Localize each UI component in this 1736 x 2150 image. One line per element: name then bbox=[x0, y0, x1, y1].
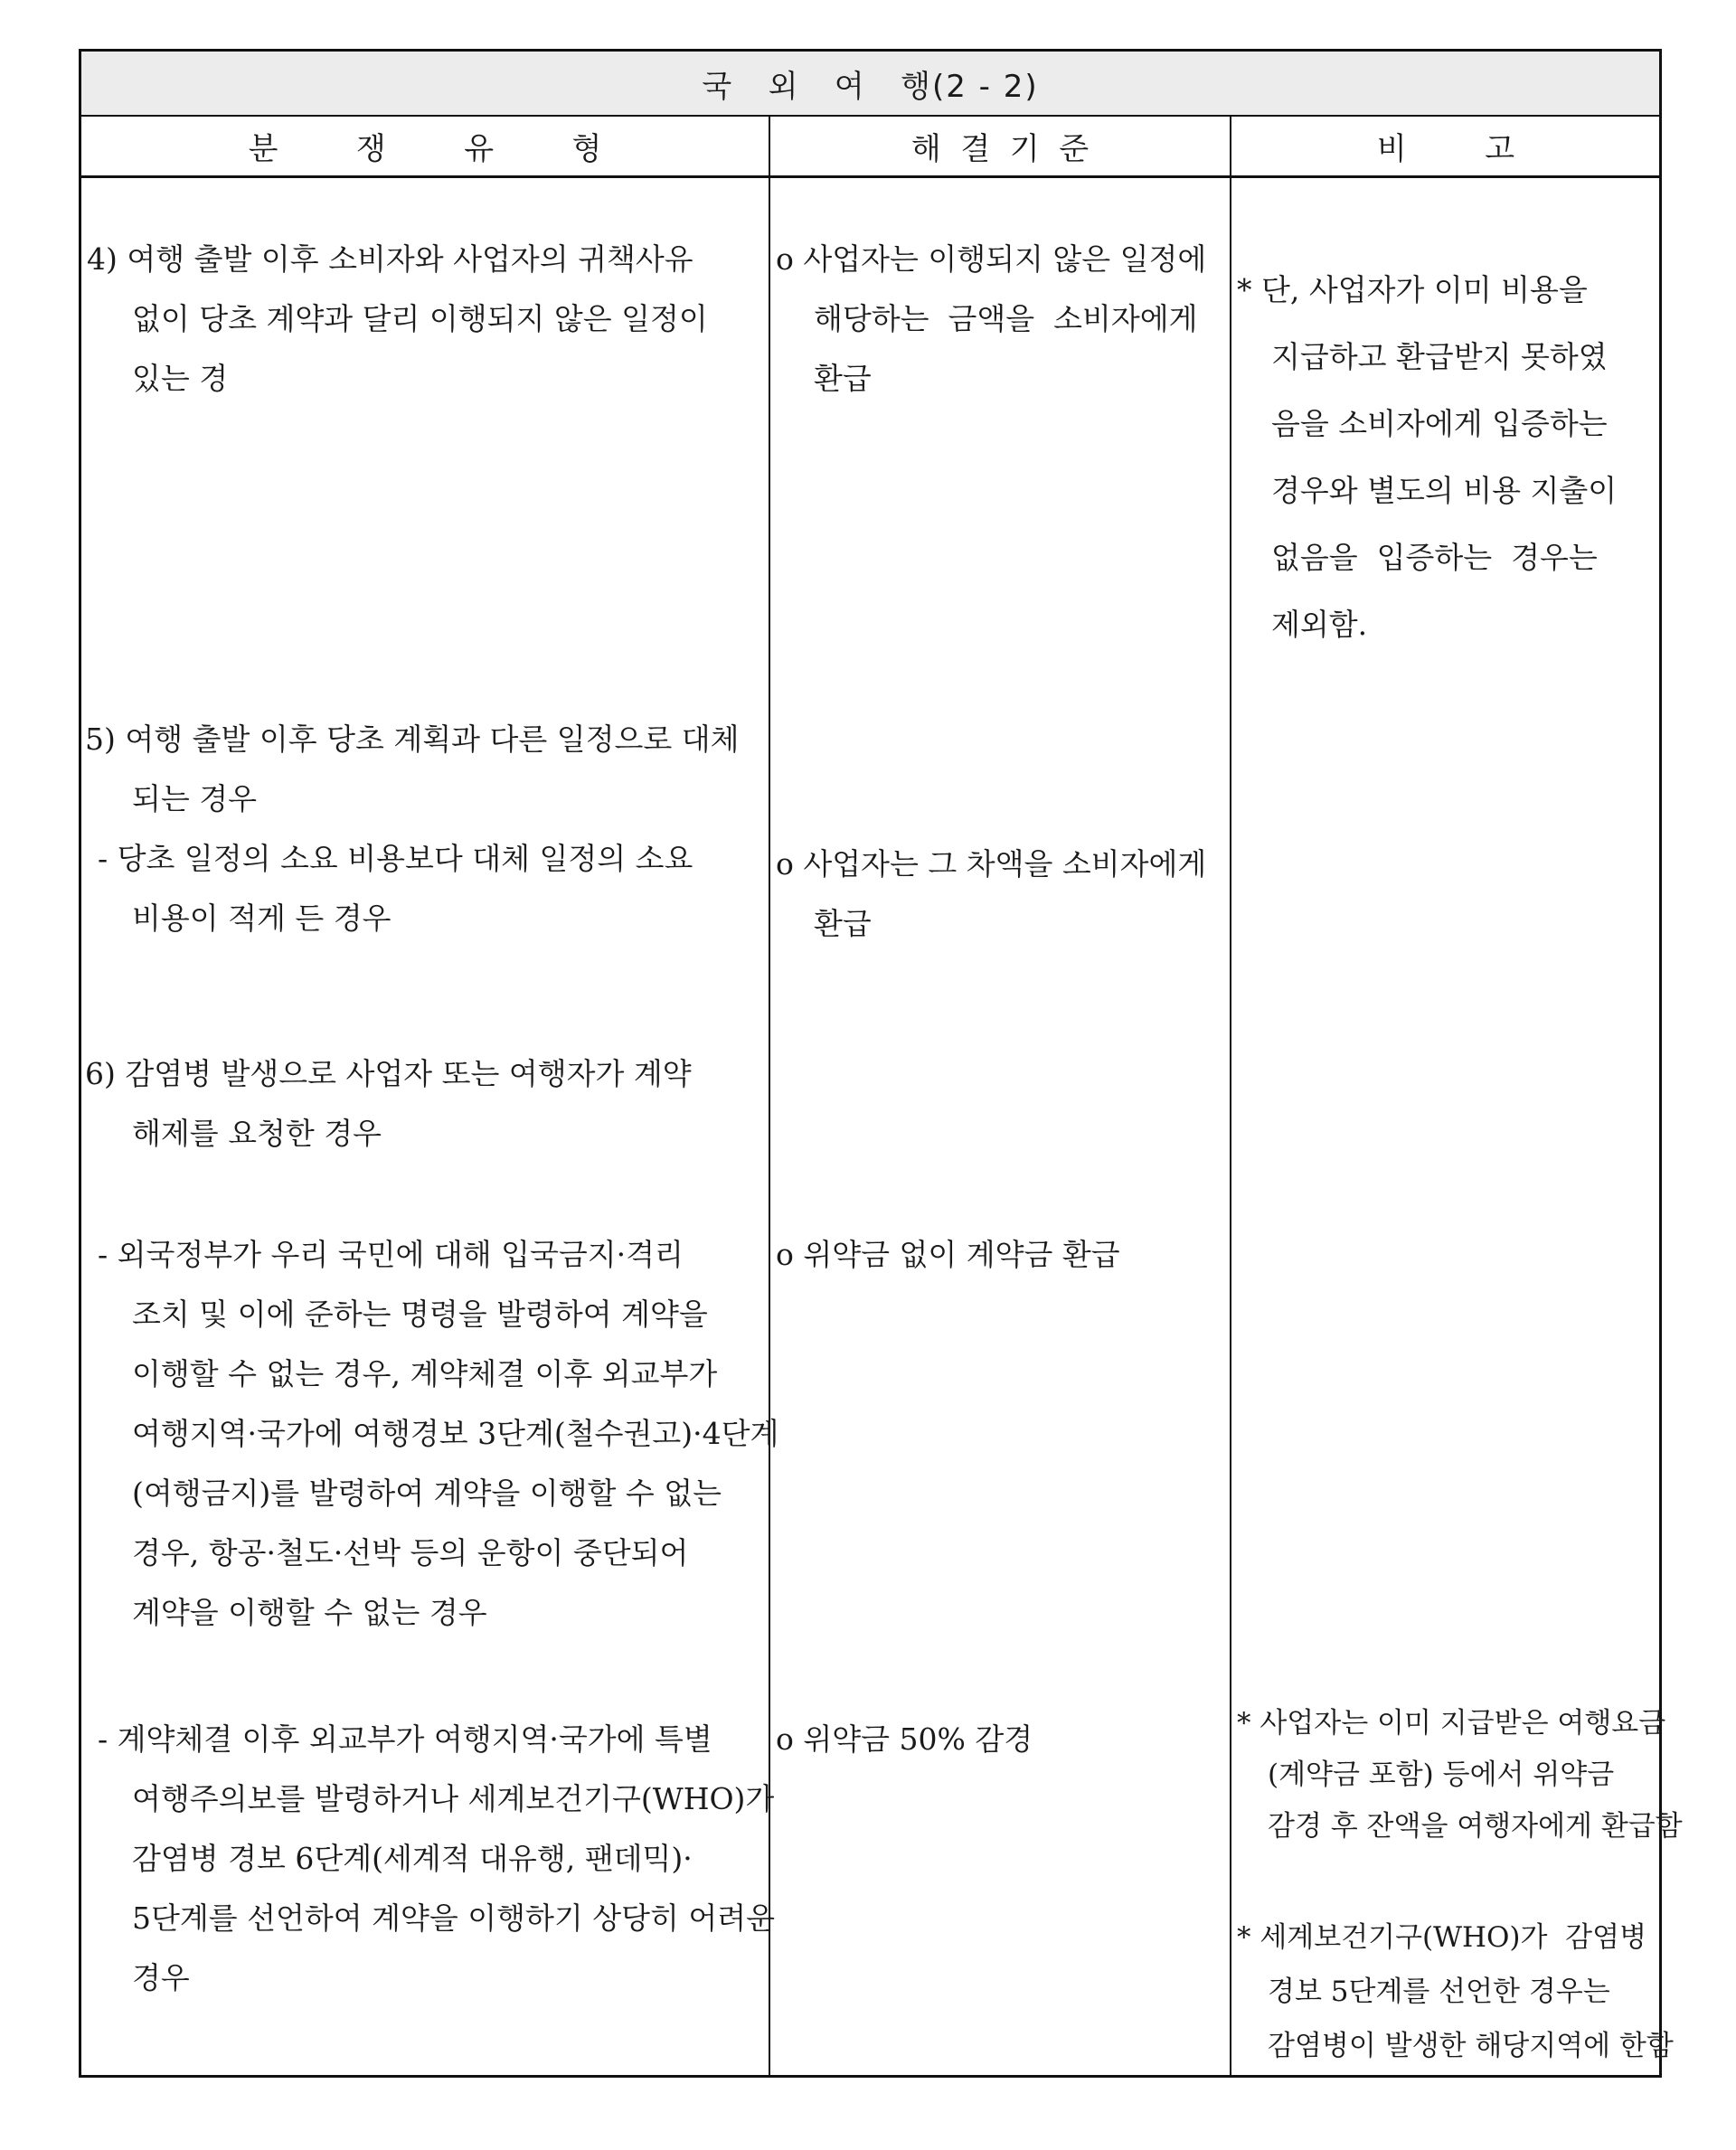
row4-type-line: 4) 여행 출발 이후 소비자와 사업자의 귀책사유 bbox=[87, 241, 693, 277]
header-dispute-type: 분 쟁 유 형 bbox=[248, 131, 602, 167]
row4-note-line: 지급하고 환급받지 못하였 bbox=[1271, 339, 1608, 374]
row5-type-line: 되는 경우 bbox=[132, 781, 258, 816]
row4-note-line: 제외함. bbox=[1271, 607, 1368, 642]
row5-sub-line: - 당초 일정의 소요 비용보다 대체 일정의 소요 bbox=[98, 841, 693, 876]
row6-criteria2: o 위약금 50% 감경 bbox=[776, 1721, 1033, 1757]
row4-note-line: 없음을 입증하는 경우는 bbox=[1271, 540, 1598, 575]
row6-sub2-line: - 계약체결 이후 외교부가 여행지역·국가에 특별 bbox=[98, 1721, 712, 1757]
row4-type-line: 없이 당초 계약과 달리 이행되지 않은 일정이 bbox=[132, 301, 708, 336]
row4-note-line: 음을 소비자에게 입증하는 bbox=[1271, 406, 1608, 441]
table-header-row bbox=[81, 117, 1659, 178]
row6-sub2-line: 감염병 경보 6단계(세계적 대유행, 팬데믹)· bbox=[132, 1841, 693, 1876]
row5-type-line: 5) 여행 출발 이후 당초 계획과 다른 일정으로 대체 bbox=[85, 721, 740, 757]
dispute-table bbox=[79, 49, 1683, 2078]
row6-criteria1: o 위약금 없이 계약금 환급 bbox=[776, 1237, 1120, 1272]
header-remarks: 비 고 bbox=[1376, 131, 1515, 167]
table-title-bar bbox=[81, 52, 1659, 117]
row4-criteria-line: o 사업자는 이행되지 않은 일정에 bbox=[776, 241, 1207, 277]
row6-sub2-line: 경우 bbox=[132, 1960, 190, 1995]
row6-sub1-line: 경우, 항공·철도·선박 등의 운항이 중단되어 bbox=[132, 1535, 689, 1570]
row6-sub1-line: 여행지역·국가에 여행경보 3단계(철수권고)·4단계 bbox=[132, 1416, 779, 1451]
row4-type-line: 있는 경 bbox=[132, 361, 229, 396]
row6-note1-line: * 사업자는 이미 지급받은 여행요금 bbox=[1237, 1707, 1666, 1740]
table-title: 국 외 여 행(2 - 2) bbox=[702, 68, 1039, 105]
row6-sub1-line: 계약을 이행할 수 없는 경우 bbox=[132, 1595, 487, 1630]
row6-sub2-line: 여행주의보를 발령하거나 세계보건기구(WHO)가 bbox=[132, 1781, 775, 1816]
row6-note1-line: 감경 후 잔액을 여행자에게 환급함 bbox=[1268, 1810, 1683, 1843]
row6-sub1-line: 조치 및 이에 준하는 명령을 발령하여 계약을 bbox=[132, 1297, 708, 1332]
row4-criteria-line: 해당하는 금액을 소비자에게 bbox=[814, 301, 1198, 336]
row6-note2-line: 경보 5단계를 선언한 경우는 bbox=[1268, 1976, 1610, 2008]
row6-sub1-line: 이행할 수 없는 경우, 계약체결 이후 외교부가 bbox=[132, 1356, 718, 1391]
row6-note2-line: 감염병이 발생한 해당지역에 한함 bbox=[1268, 2030, 1674, 2062]
row6-note1-line: (계약금 포함) 등에서 위약금 bbox=[1268, 1759, 1615, 1791]
row6-sub1-line: (여행금지)를 발령하여 계약을 이행할 수 없는 bbox=[132, 1476, 722, 1511]
row6-type-line: 해제를 요청한 경우 bbox=[132, 1116, 382, 1151]
row4-criteria-line: 환급 bbox=[814, 361, 872, 396]
row6-note2-line: * 세계보건기구(WHO)가 감염병 bbox=[1237, 1921, 1647, 1954]
row6-sub1-line: - 외국정부가 우리 국민에 대해 입국금지·격리 bbox=[98, 1237, 684, 1272]
column-divider bbox=[1230, 117, 1231, 2075]
row4-note-line: * 단, 사업자가 이미 비용을 bbox=[1237, 272, 1588, 307]
row5-criteria-line: o 사업자는 그 차액을 소비자에게 bbox=[776, 846, 1207, 882]
header-resolution-criteria: 해 결 기 준 bbox=[910, 131, 1090, 167]
row5-criteria-line: 환급 bbox=[814, 906, 872, 941]
row6-sub2-line: 5단계를 선언하여 계약을 이행하기 상당히 어려운 bbox=[132, 1900, 776, 1936]
row6-type-line: 6) 감염병 발생으로 사업자 또는 여행자가 계약 bbox=[85, 1056, 692, 1091]
row4-note-line: 경우와 별도의 비용 지출이 bbox=[1271, 473, 1618, 508]
row5-sub-line: 비용이 적게 든 경우 bbox=[132, 901, 392, 936]
